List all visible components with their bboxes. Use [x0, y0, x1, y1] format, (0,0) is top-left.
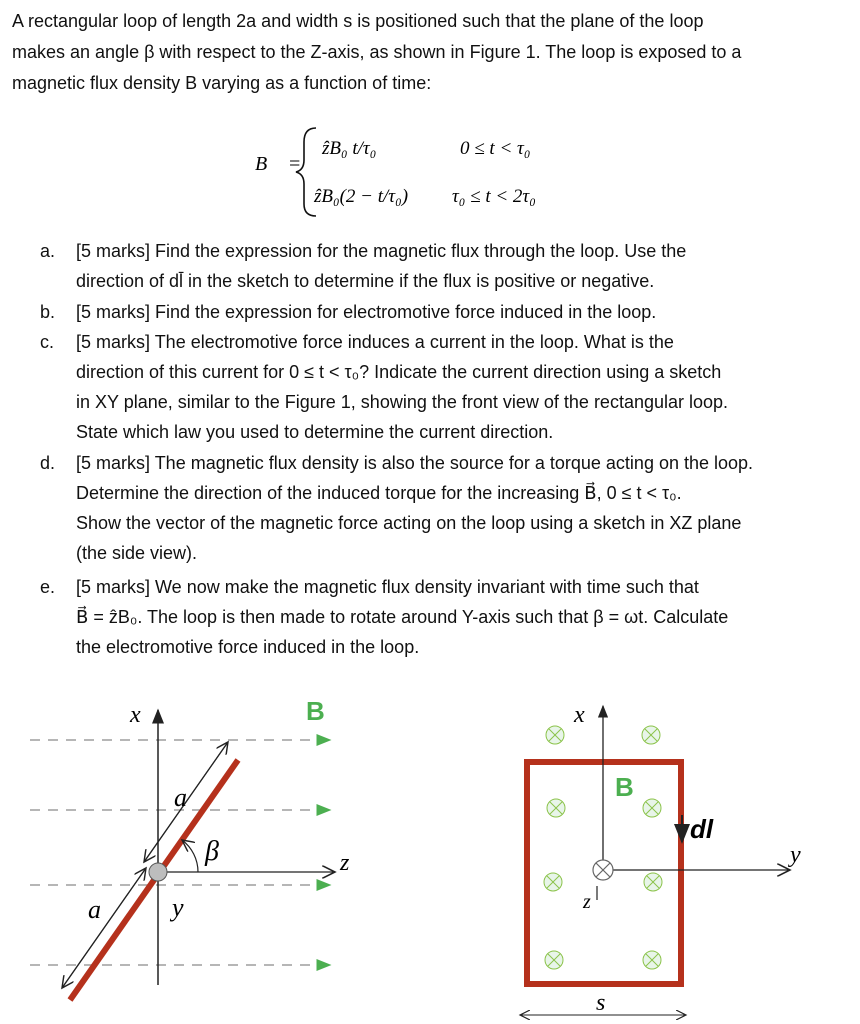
- y-axis-into-page-icon: [149, 863, 167, 881]
- origin-into-page-icon: [593, 860, 613, 880]
- figure-1: [0, 680, 860, 1024]
- question-label: e.: [40, 577, 56, 597]
- z-label: z: [583, 891, 591, 913]
- question-line: (the side view).: [76, 543, 198, 563]
- question-line: [5 marks] Find the expression for the magnetic flux through the loop. Use the: [76, 241, 687, 261]
- question-line: [5 marks] The magnetic flux density is also the source for a torque acting on the loop.: [76, 453, 754, 473]
- question-line: the electromotive force induced in the loop.: [76, 637, 420, 657]
- question-d: [40, 448, 815, 572]
- case2-expression: ẑB₀(2 − t/τ₀): [314, 186, 409, 207]
- x-label: x: [574, 702, 585, 728]
- question-line: Show the vector of the magnetic force acting on the loop using a sketch in XZ plane: [76, 513, 742, 533]
- question-line: [5 marks] We now make the magnetic flux density invariant with time such that: [76, 577, 699, 597]
- into-page-icon: [546, 726, 564, 744]
- into-page-icon: [643, 951, 661, 969]
- question-line: Determine the direction of the induced torque for the increasing B⃗, 0 ≤ t < τ₀.: [76, 483, 682, 503]
- intro-line-3: magnetic flux density B varying as a function of time:: [12, 73, 432, 93]
- problem-intro: [12, 6, 847, 99]
- dim-a-bottom-reverse: [62, 868, 146, 988]
- right-figure-front-view: [520, 702, 801, 1016]
- equation-lhs: B⃗ =: [255, 153, 302, 175]
- y-label: y: [172, 893, 184, 922]
- question-label: b.: [40, 302, 56, 322]
- question-label: c.: [40, 332, 55, 352]
- b-field-label: B: [615, 772, 634, 802]
- b-field-label: B: [306, 696, 325, 726]
- question-line: direction of dl̄ in the sketch to determine if the flux is positive or negative.: [76, 271, 655, 291]
- dl-label: dl: [690, 814, 714, 844]
- into-page-icon: [643, 799, 661, 817]
- question-line: in XY plane, similar to the Figure 1, showing the front view of the rectangular loop.: [76, 392, 729, 412]
- question-line: B⃗ = ẑB₀. The loop is then made to rotate around Y-axis such that β = ωt. Calculate: [76, 607, 729, 627]
- question-line: direction of this current for 0 ≤ t < τ₀? Indicate the current direction using a sketch: [76, 362, 722, 382]
- left-figure-side-view: [30, 696, 350, 1000]
- y-label: y: [790, 842, 801, 868]
- question-list: [40, 236, 815, 664]
- case2-condition: τ₀ ≤ t < 2τ₀: [452, 186, 536, 207]
- question-line: [5 marks] Find the expression for electromotive force induced in the loop.: [76, 302, 657, 322]
- question-label: a.: [40, 241, 56, 261]
- beta-arc: [182, 840, 198, 872]
- s-label: s: [596, 990, 606, 1016]
- z-label: z: [340, 850, 350, 876]
- field-lines: [30, 740, 330, 965]
- question-line: State which law you used to determine the current direction.: [76, 422, 554, 442]
- intro-line-2: makes an angle β with respect to the Z-axis, as shown in Figure 1. The loop is exposed to a: [12, 42, 742, 62]
- x-label: x: [130, 702, 141, 728]
- into-page-icon: [642, 726, 660, 744]
- case1-expression: ẑB₀ t/τ₀: [322, 138, 377, 159]
- into-page-icon: [547, 799, 565, 817]
- intro-line-1: A rectangular loop of length 2a and width s is positioned such that the plane of the loop: [12, 11, 704, 31]
- question-a: [40, 236, 815, 297]
- b-field-equation: [0, 110, 860, 230]
- question-c: [40, 327, 815, 448]
- into-page-icon: [544, 873, 562, 891]
- into-page-icon: [545, 951, 563, 969]
- a-label-top: a: [174, 783, 187, 812]
- question-b: [40, 297, 815, 327]
- a-label-bottom: a: [88, 895, 101, 924]
- question-line: [5 marks] The electromotive force induces a current in the loop. What is the: [76, 332, 674, 352]
- case1-condition: 0 ≤ t < τ₀: [460, 138, 531, 159]
- beta-label: β: [205, 836, 219, 867]
- question-label: d.: [40, 453, 56, 473]
- into-page-icon: [644, 873, 662, 891]
- question-e: [40, 572, 815, 664]
